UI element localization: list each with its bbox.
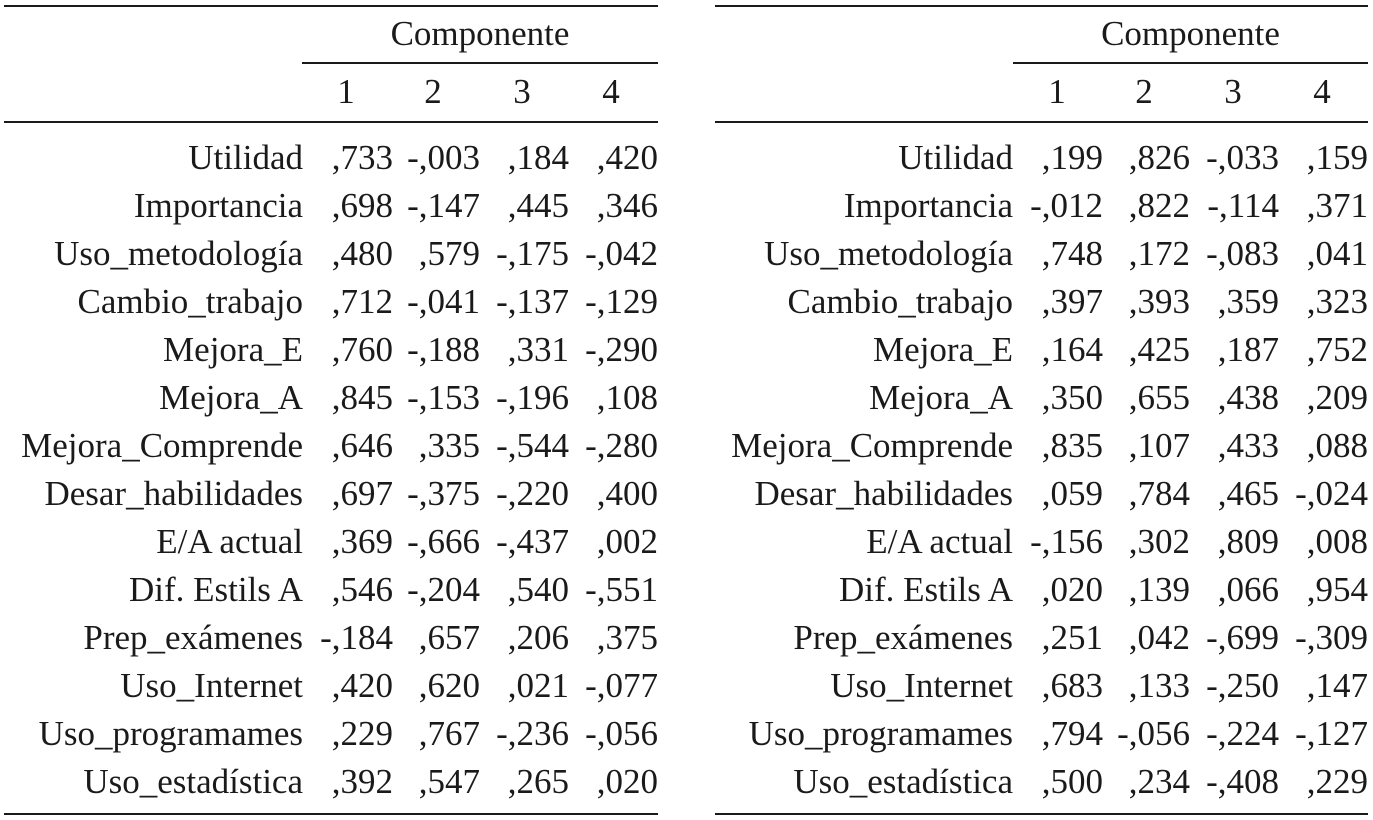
bottom-rule — [715, 813, 1368, 815]
row-label: Uso_estadística — [83, 762, 303, 801]
table-row — [4, 326, 658, 374]
row-label: Cambio_trabajo — [787, 282, 1013, 321]
cell-component-1: ,229 — [331, 714, 393, 753]
row-label: Mejora_A — [159, 378, 303, 417]
cell-component-3: ,265 — [507, 762, 569, 801]
cell-component-2: -,188 — [407, 330, 480, 369]
table-row — [4, 230, 658, 278]
row-label: E/A actual — [866, 522, 1013, 561]
cell-component-3: -,033 — [1206, 138, 1279, 177]
cell-component-1: -,184 — [320, 618, 393, 657]
row-label: Uso_estadística — [793, 762, 1013, 801]
cell-component-2: -,153 — [407, 378, 480, 417]
table-row — [715, 758, 1368, 806]
row-label: Desar_habilidades — [754, 474, 1013, 513]
table-row — [4, 710, 658, 758]
cell-component-4: ,108 — [596, 378, 658, 417]
cell-component-1: ,546 — [331, 570, 393, 609]
cell-component-3: ,359 — [1217, 282, 1279, 321]
table-row — [715, 710, 1368, 758]
cell-component-1: ,369 — [331, 522, 393, 561]
cell-component-1: ,164 — [1041, 330, 1103, 369]
cell-component-3: -,437 — [496, 522, 569, 561]
cell-component-4: ,752 — [1306, 330, 1368, 369]
top-rule — [4, 5, 658, 7]
cell-component-2: ,302 — [1128, 522, 1190, 561]
cell-component-4: ,954 — [1306, 570, 1368, 609]
cell-component-1: ,392 — [331, 762, 393, 801]
table-row — [715, 230, 1368, 278]
row-label: Uso_programames — [38, 714, 303, 753]
column-header-1: 1 — [337, 72, 355, 111]
cell-component-4: -,551 — [585, 570, 658, 609]
cell-component-2: ,042 — [1128, 618, 1190, 657]
table-row — [715, 374, 1368, 422]
cell-component-2: ,579 — [418, 234, 480, 273]
table-row — [715, 278, 1368, 326]
cell-component-3: ,066 — [1217, 570, 1279, 609]
cell-component-3: -,224 — [1206, 714, 1279, 753]
cell-component-1: ,733 — [331, 138, 393, 177]
cell-component-4: -,056 — [585, 714, 658, 753]
cell-component-2: ,139 — [1128, 570, 1190, 609]
cell-component-2: ,335 — [418, 426, 480, 465]
cell-component-4: -,129 — [585, 282, 658, 321]
cell-component-1: ,020 — [1041, 570, 1103, 609]
table-row — [4, 758, 658, 806]
cell-component-1: ,794 — [1041, 714, 1103, 753]
cell-component-3: -,220 — [496, 474, 569, 513]
cell-component-4: ,002 — [596, 522, 658, 561]
cell-component-2: -,056 — [1117, 714, 1190, 753]
row-label: Utilidad — [898, 138, 1013, 177]
row-label: Uso_metodología — [54, 234, 303, 273]
row-label: Mejora_A — [869, 378, 1013, 417]
cell-component-3: ,809 — [1217, 522, 1279, 561]
cell-component-2: -,375 — [407, 474, 480, 513]
cell-component-4: ,020 — [596, 762, 658, 801]
cell-component-2: -,204 — [407, 570, 480, 609]
row-label: Desar_habilidades — [44, 474, 303, 513]
cell-component-2: ,767 — [418, 714, 480, 753]
cell-component-3: ,206 — [507, 618, 569, 657]
cell-component-2: ,784 — [1128, 474, 1190, 513]
right-component-table — [715, 0, 1368, 820]
row-label: Utilidad — [188, 138, 303, 177]
cell-component-3: ,021 — [507, 666, 569, 705]
row-label: Mejora_Comprende — [21, 426, 303, 465]
cell-component-3: -,408 — [1206, 762, 1279, 801]
row-label: E/A actual — [156, 522, 303, 561]
cell-component-4: -,042 — [585, 234, 658, 273]
row-label: Uso_Internet — [830, 666, 1013, 705]
row-label: Dif. Estils A — [128, 570, 303, 609]
cell-component-2: ,547 — [418, 762, 480, 801]
column-header-3: 3 — [1224, 72, 1242, 111]
table-row — [715, 662, 1368, 710]
cell-component-3: -,236 — [496, 714, 569, 753]
group-header: Componente — [390, 14, 570, 53]
cell-component-4: ,346 — [596, 186, 658, 225]
table-row — [4, 614, 658, 662]
table-row — [4, 374, 658, 422]
row-label: Uso_programames — [748, 714, 1013, 753]
cell-component-2: ,393 — [1128, 282, 1190, 321]
table-row — [715, 182, 1368, 230]
row-label: Mejora_E — [163, 330, 303, 369]
cell-component-4: -,024 — [1295, 474, 1368, 513]
table-row — [4, 518, 658, 566]
table-row — [4, 134, 658, 182]
cell-component-1: ,251 — [1041, 618, 1103, 657]
row-label: Importancia — [133, 186, 303, 225]
column-header-4: 4 — [602, 72, 620, 111]
cell-component-3: -,699 — [1206, 618, 1279, 657]
row-label: Mejora_E — [873, 330, 1013, 369]
cell-component-2: ,657 — [418, 618, 480, 657]
row-label: Uso_metodología — [764, 234, 1013, 273]
cell-component-2: ,172 — [1128, 234, 1190, 273]
column-header-2: 2 — [424, 72, 442, 111]
cell-component-1: ,760 — [331, 330, 393, 369]
row-label: Mejora_Comprende — [731, 426, 1013, 465]
cell-component-4: -,280 — [585, 426, 658, 465]
bottom-rule — [4, 813, 658, 815]
cell-component-2: ,655 — [1128, 378, 1190, 417]
left-component-table — [4, 0, 658, 820]
group-header: Componente — [1101, 14, 1280, 53]
cell-component-4: ,420 — [596, 138, 658, 177]
row-label: Cambio_trabajo — [77, 282, 303, 321]
cell-component-4: ,229 — [1306, 762, 1368, 801]
cell-component-2: ,822 — [1128, 186, 1190, 225]
cell-component-4: ,147 — [1306, 666, 1368, 705]
cell-component-4: ,008 — [1306, 522, 1368, 561]
cell-component-1: ,500 — [1041, 762, 1103, 801]
header-rule — [4, 121, 658, 123]
row-label: Uso_Internet — [120, 666, 303, 705]
cell-component-3: -,137 — [496, 282, 569, 321]
table-row — [715, 566, 1368, 614]
row-label: Prep_exámenes — [83, 618, 303, 657]
cell-component-1: ,697 — [331, 474, 393, 513]
cell-component-4: ,088 — [1306, 426, 1368, 465]
cell-component-1: ,748 — [1041, 234, 1103, 273]
cell-component-3: -,250 — [1206, 666, 1279, 705]
column-header-4: 4 — [1313, 72, 1331, 111]
table-row — [4, 422, 658, 470]
table-row — [4, 278, 658, 326]
cell-component-1: -,156 — [1030, 522, 1103, 561]
cell-component-1: ,646 — [331, 426, 393, 465]
table-row — [4, 662, 658, 710]
cell-component-4: ,159 — [1306, 138, 1368, 177]
cell-component-1: ,835 — [1041, 426, 1103, 465]
cell-component-1: ,350 — [1041, 378, 1103, 417]
cell-component-1: -,012 — [1030, 186, 1103, 225]
cell-component-3: ,438 — [1217, 378, 1279, 417]
header-rule — [715, 121, 1368, 123]
cell-component-4: -,309 — [1295, 618, 1368, 657]
cell-component-1: ,480 — [331, 234, 393, 273]
table-row — [715, 614, 1368, 662]
cell-component-3: ,433 — [1217, 426, 1279, 465]
row-label: Importancia — [843, 186, 1013, 225]
cell-component-4: -,127 — [1295, 714, 1368, 753]
table-row — [4, 566, 658, 614]
group-header-rule — [1013, 62, 1368, 64]
cell-component-3: ,445 — [507, 186, 569, 225]
cell-component-1: ,059 — [1041, 474, 1103, 513]
cell-component-3: -,114 — [1207, 186, 1279, 225]
top-rule — [715, 5, 1368, 7]
cell-component-2: ,620 — [418, 666, 480, 705]
cell-component-1: ,712 — [331, 282, 393, 321]
cell-component-3: ,187 — [1217, 330, 1279, 369]
cell-component-3: -,544 — [496, 426, 569, 465]
cell-component-2: -,003 — [407, 138, 480, 177]
cell-component-2: -,041 — [407, 282, 480, 321]
table-row — [715, 422, 1368, 470]
cell-component-3: ,331 — [507, 330, 569, 369]
cell-component-2: ,425 — [1128, 330, 1190, 369]
cell-component-3: ,465 — [1217, 474, 1279, 513]
cell-component-3: ,540 — [507, 570, 569, 609]
cell-component-1: ,845 — [331, 378, 393, 417]
cell-component-4: ,375 — [596, 618, 658, 657]
cell-component-4: ,371 — [1306, 186, 1368, 225]
cell-component-2: -,147 — [407, 186, 480, 225]
column-header-3: 3 — [513, 72, 531, 111]
cell-component-2: ,826 — [1128, 138, 1190, 177]
table-row — [715, 134, 1368, 182]
cell-component-2: ,234 — [1128, 762, 1190, 801]
group-header-rule — [302, 62, 658, 64]
cell-component-4: -,290 — [585, 330, 658, 369]
cell-component-2: ,107 — [1128, 426, 1190, 465]
cell-component-1: ,420 — [331, 666, 393, 705]
cell-component-3: -,175 — [496, 234, 569, 273]
table-row — [4, 470, 658, 518]
table-row — [715, 470, 1368, 518]
row-label: Dif. Estils A — [838, 570, 1013, 609]
cell-component-1: ,698 — [331, 186, 393, 225]
table-row — [4, 182, 658, 230]
cell-component-4: ,323 — [1306, 282, 1368, 321]
column-header-1: 1 — [1048, 72, 1066, 111]
column-header-2: 2 — [1135, 72, 1153, 111]
cell-component-1: ,397 — [1041, 282, 1103, 321]
cell-component-1: ,199 — [1041, 138, 1103, 177]
cell-component-4: ,041 — [1306, 234, 1368, 273]
cell-component-2: -,666 — [407, 522, 480, 561]
cell-component-2: ,133 — [1128, 666, 1190, 705]
cell-component-4: ,400 — [596, 474, 658, 513]
cell-component-3: ,184 — [507, 138, 569, 177]
table-row — [715, 326, 1368, 374]
cell-component-4: ,209 — [1306, 378, 1368, 417]
cell-component-3: -,083 — [1206, 234, 1279, 273]
table-row — [715, 518, 1368, 566]
cell-component-1: ,683 — [1041, 666, 1103, 705]
cell-component-3: -,196 — [496, 378, 569, 417]
cell-component-4: -,077 — [585, 666, 658, 705]
row-label: Prep_exámenes — [793, 618, 1013, 657]
